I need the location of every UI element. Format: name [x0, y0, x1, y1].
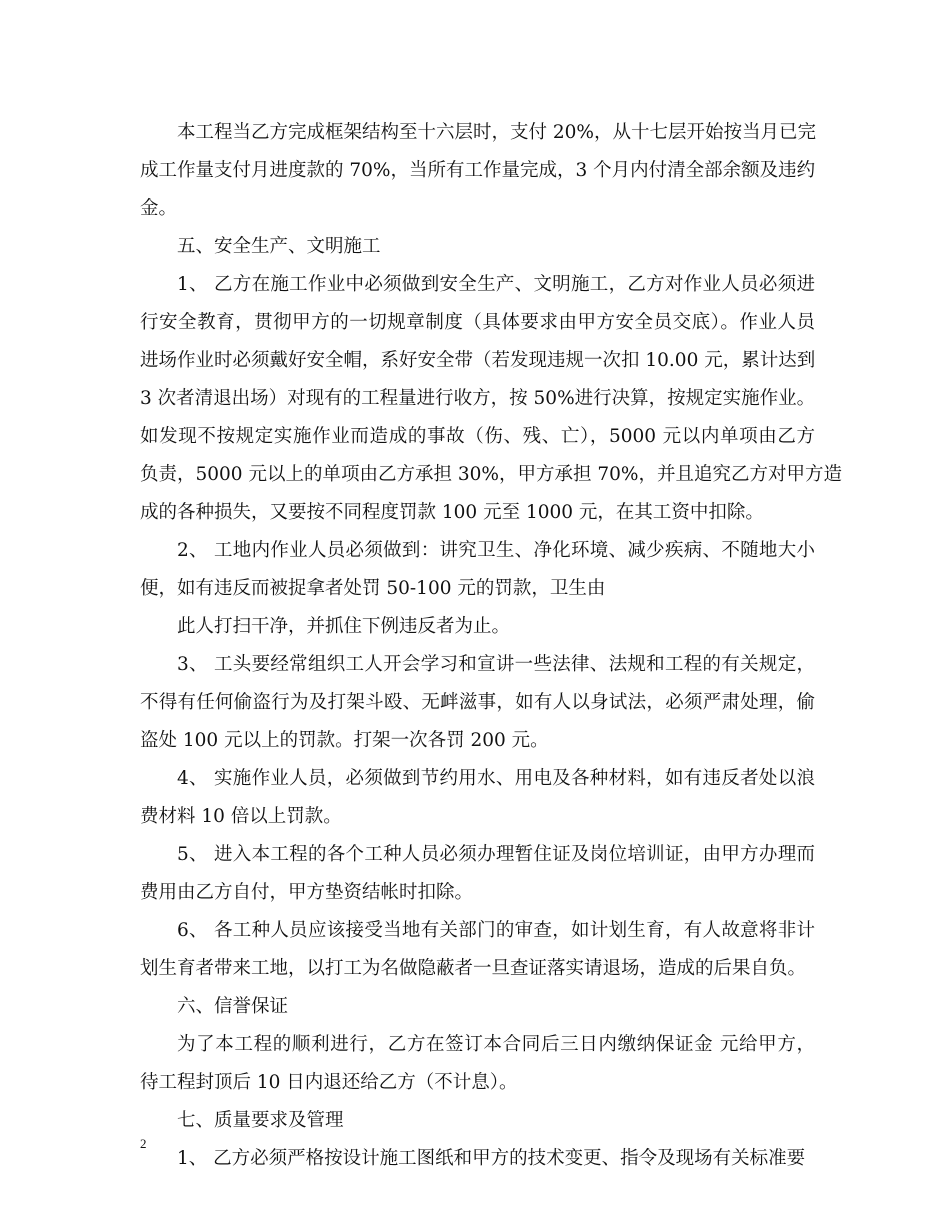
- text-line: 盗处 100 元以上的罚款。打架一次各罚 200 元。: [140, 730, 549, 751]
- text-line: 为了本工程的顺利进行，乙方在签订本合同后三日内缴纳保证金 元给甲方，: [177, 1034, 815, 1055]
- text-line: 1、 乙方在施工作业中必须做到安全生产、文明施工，乙方对作业人员必须进: [177, 274, 815, 295]
- text-line: 负责，5000 元以上的单项由乙方承担 30%，甲方承担 70%，并且追究乙方对甲方造: [140, 464, 842, 485]
- text-line: 不得有任何偷盗行为及打架斗殴、无衅滋事，如有人以身试法，必须严肃处理，偷: [140, 692, 815, 713]
- paragraph: [140, 114, 815, 228]
- text-line: 划生育者带来工地，以打工为名做隐蔽者一旦查证落实请退场，造成的后果自负。: [140, 958, 807, 979]
- paragraph: [140, 1140, 815, 1178]
- paragraph: [140, 532, 815, 608]
- paragraph: [140, 608, 815, 646]
- paragraph: [140, 912, 815, 988]
- page-number: 2: [140, 1136, 147, 1151]
- paragraph: [140, 228, 815, 266]
- text-line: 5、 进入本工程的各个工种人员必须办理暂住证及岗位培训证，由甲方办理而: [177, 844, 815, 865]
- text-line: 2、 工地内作业人员必须做到：讲究卫生、净化环境、减少疾病、不随地大小: [177, 540, 815, 561]
- text-line: 1、 乙方必须严格按设计施工图纸和甲方的技术变更、指令及现场有关标准要: [177, 1148, 806, 1169]
- text-line: 金。: [140, 198, 178, 219]
- text-line: 七、质量要求及管理: [177, 1110, 344, 1131]
- text-line: 成工作量支付月进度款的 70%，当所有工作量完成，3 个月内付清全部余额及违约: [140, 160, 816, 181]
- text-line: 进场作业时必须戴好安全帽，系好安全带（若发现违规一次扣 10.00 元，累计达到: [140, 350, 816, 371]
- text-line: 3、 工头要经常组织工人开会学习和宣讲一些法律、法规和工程的有关规定，: [177, 654, 815, 675]
- paragraph: [140, 1026, 815, 1102]
- paragraph: [140, 266, 842, 532]
- text-line: 本工程当乙方完成框架结构至十六层时，支付 20%，从十七层开始按当月已完: [177, 122, 817, 143]
- text-line: 3 次者清退出场）对现有的工程量进行收方，按 50%进行决算，按规定实施作业。: [140, 388, 816, 409]
- text-line: 如发现不按规定实施作业而造成的事故（伤、残、亡），5000 元以内单项由乙方: [140, 426, 815, 447]
- text-line: 4、 实施作业人员，必须做到节约用水、用电及各种材料，如有违反者处以浪: [177, 768, 815, 789]
- text-line: 费材料 10 倍以上罚款。: [140, 806, 342, 827]
- text-line: 五、安全生产、文明施工: [177, 236, 381, 257]
- text-line: 6、 各工种人员应该接受当地有关部门的审查，如计划生育，有人故意将非计: [177, 920, 815, 941]
- text-line: 此人打扫干净，并抓住下例违反者为止。: [177, 616, 511, 637]
- body-text: [140, 114, 842, 1178]
- paragraph: [140, 646, 815, 760]
- text-line: 成的各种损失，又要按不同程度罚款 100 元至 1000 元，在其工资中扣除。: [140, 502, 764, 523]
- text-line: 待工程封顶后 10 日内退还给乙方（不计息）。: [140, 1072, 518, 1093]
- text-line: 费用由乙方自付，甲方垫资结帐时扣除。: [140, 882, 474, 903]
- text-line: 便，如有违反而被捉拿者处罚 50-100 元的罚款，卫生由: [140, 578, 606, 599]
- paragraph: [140, 760, 815, 836]
- paragraph: [140, 836, 815, 912]
- text-line: 行安全教育，贯彻甲方的一切规章制度（具体要求由甲方安全员交底）。作业人员: [140, 312, 815, 333]
- paragraph: [140, 988, 815, 1026]
- paragraph: [140, 1102, 815, 1140]
- text-line: 六、信誉保证: [177, 996, 289, 1017]
